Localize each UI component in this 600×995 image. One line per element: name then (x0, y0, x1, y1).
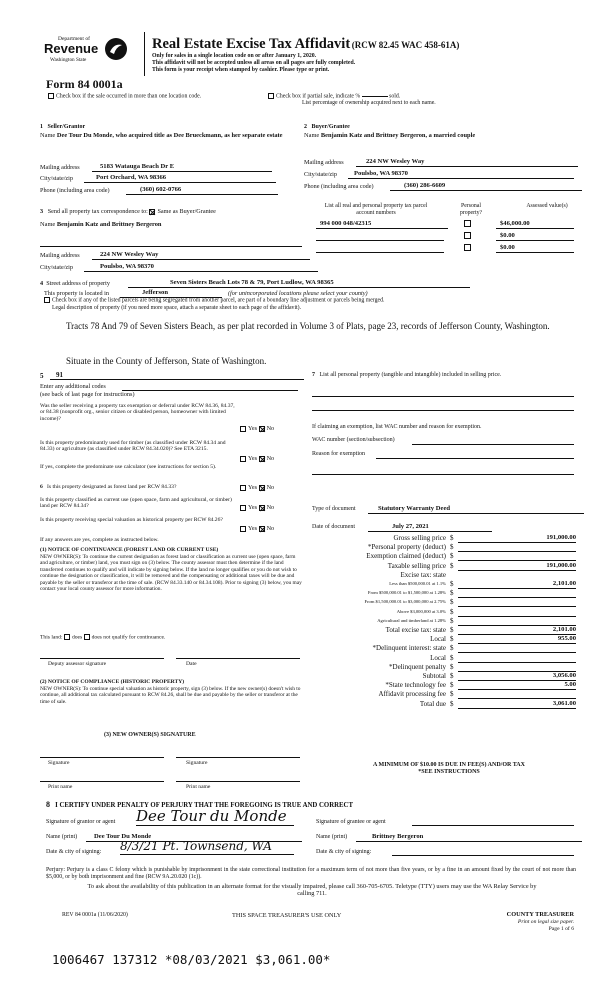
treasurer-use-only: THIS SPACE TREASURER'S USE ONLY (232, 912, 342, 919)
continuance-choice: This land: does does not qualify for continuance. (40, 634, 166, 641)
calc-value[interactable] (458, 663, 576, 672)
calc-row (318, 626, 576, 635)
grantor-date-label: Date & city of signing: (46, 849, 102, 855)
deputy-date-label: Date (186, 661, 197, 667)
calc-label: Above $3,000,000 at 3.0% (396, 608, 446, 614)
seller-city-label: City/state/zip (40, 175, 73, 182)
calc-row (318, 672, 576, 681)
new-owner-signature-1[interactable]: Signature (48, 760, 70, 766)
calc-value[interactable]: 3,056.00 (458, 672, 576, 681)
calc-value[interactable] (458, 654, 576, 663)
personal-property-checkbox[interactable] (464, 244, 471, 251)
page-number: Page 1 of 6 (548, 926, 574, 932)
buyer-phone[interactable]: (360) 286-6609 (390, 182, 582, 191)
calc-label: Local (430, 635, 446, 644)
dollar-sign: $ (450, 580, 454, 588)
new-owner-signature-2[interactable]: Signature (186, 760, 208, 766)
buyer-name[interactable]: Name Benjamin Katz and Brittney Bergeron, a married couple (304, 132, 476, 139)
calc-value[interactable]: 5.00 (458, 681, 576, 690)
legal-description[interactable]: Tracts 78 And 79 of Seven Sisters Beach, as per plat recorded in Volume 3 of Plats, page 23, records of Jefferson County, Washington. (66, 321, 550, 331)
dollar-sign: $ (450, 635, 454, 644)
availability-notice: To ask about the availability of this publication in an alternate format for the visually impaired, please call 360-705-6705. Teletype (TTY) users may use the WA Relay Service by calling 711. (87, 883, 537, 898)
recording-stamp: 1006467 137312 *08/03/2021 $3,061.00* (52, 952, 331, 967)
chk-multi-location[interactable]: Check box if the sale occurred in more than one location code. (48, 93, 201, 100)
dollar-sign: $ (450, 626, 454, 634)
new-owner-print-2[interactable]: Print name (186, 784, 211, 790)
location-code[interactable]: 91 (50, 371, 304, 380)
dollar-sign: $ (450, 644, 454, 653)
county-treasurer: COUNTY TREASURER (506, 911, 574, 918)
sec5-q1: Was the seller receiving a property tax exemption or deferral under RCW 84.36, 84.37, or 84.38 (nonprofit org., senior citizen or disabled person, homeowner with limited income)? (40, 403, 235, 422)
assessed-value[interactable]: $0.00 (496, 232, 574, 241)
calc-value[interactable] (458, 644, 576, 653)
parcel-row (316, 220, 578, 232)
dollar-sign: $ (450, 561, 454, 570)
doc-type-label: Type of document (312, 506, 356, 512)
calc-label: From $500,000.01 to $1,500,000 at 1.28% (367, 590, 446, 596)
sec6-q3-answer[interactable]: Yes No (240, 525, 274, 532)
calc-row (318, 635, 576, 644)
calc-row (318, 580, 576, 589)
dept-line3: Washington State (50, 57, 87, 63)
doc-type[interactable]: Statutory Warranty Deed (368, 505, 584, 514)
dollar-sign: $ (450, 589, 454, 598)
new-owner-print-1[interactable]: Print name (48, 784, 73, 790)
assessed-value[interactable]: $0.00 (496, 244, 574, 253)
grantee-date-city[interactable] (392, 855, 574, 856)
seller-heading: 1 Seller/Grantor (40, 124, 86, 130)
seller-city[interactable]: Port Orchard, WA 98366 (84, 174, 276, 183)
property-address[interactable]: Seven Sisters Beach Lots 78 & 79, Port Ludlow, WA 98365 (128, 279, 470, 288)
calc-row (318, 663, 576, 672)
dollar-sign: $ (450, 681, 454, 690)
notice-continuance-title: (1) NOTICE OF CONTINUANCE (FOREST LAND OR CURRENT USE) (40, 547, 219, 553)
buyer-mailing[interactable]: 224 NW Wesley Way (356, 158, 578, 167)
grantee-signature[interactable] (412, 825, 574, 826)
legal-desc-label: Legal description of property (if you need more space, attach a separate sheet to each page of the affidavit). (52, 305, 302, 311)
calc-value[interactable]: 3,061.00 (458, 700, 576, 709)
chk-segregated[interactable]: Check box if any of the listed parcels are being segregated from another parcel, are part of a boundary line adjustment or parcels being merged. (44, 297, 384, 304)
perjury-notice: Perjury: Perjury is a class C felony which is punishable by imprisonment in the state correctional institution for a maximum term of not more than five years, or by a fine in an amount fixed by the court of not more than $5,000, or by both imprisonment and fine (RCW 9A.20.020 (1c)). (46, 867, 576, 880)
sec3-mailing-label: Mailing address (40, 252, 80, 259)
assessed-value[interactable]: $46,000.00 (496, 220, 574, 229)
grantee-name-label: Name (print) (316, 834, 348, 840)
sec5-q2: Is this property predominantly used for timber (as classified under RCW 84.34 and 84.33) or agriculture (as classified under RCW 84.34.020)? See ETA 3215. (40, 440, 226, 453)
calc-row (318, 571, 576, 580)
chk-partial-sale[interactable]: Check box if partial sale, indicate % sold. (268, 93, 400, 100)
calc-row (318, 598, 576, 607)
parcel-rows (316, 220, 578, 256)
dollar-sign: $ (450, 690, 454, 699)
calc-value[interactable] (458, 617, 576, 626)
sec3-mailing[interactable]: 224 NW Wesley Way (92, 251, 310, 260)
deputy-signature-label: Deputy assessor signature (48, 661, 107, 667)
calc-label: Local (430, 653, 446, 662)
calc-label: Taxable selling price (387, 561, 446, 570)
calc-label: *Personal property (deduct) (367, 543, 446, 552)
legal-situate[interactable]: Situate in the County of Jefferson, State of Washington. (66, 356, 267, 366)
calc-value[interactable]: 191,000.00 (458, 562, 576, 571)
calc-label: Exemption claimed (deduct) (366, 552, 446, 561)
parcel-number[interactable] (316, 232, 444, 241)
minimum-fee-note: A MINIMUM OF $10.00 IS DUE IN FEE(S) AND/OR TAX (373, 762, 525, 768)
form-revision: REV 84 0001a (11/06/2020) (62, 912, 128, 918)
header-note-1: Only for sales in a single location code on or after January 1, 2020. (152, 53, 317, 59)
calc-label: Less than $500,000.01 at 1.1% (389, 581, 446, 586)
sec5-q2-answer[interactable]: Yes No (240, 455, 274, 462)
calc-label: Subtotal (422, 672, 446, 680)
grantee-print-name[interactable]: Brittney Bergeron (356, 833, 582, 842)
sec5-q1-answer[interactable]: Yes No (240, 425, 274, 432)
sec7-label: 7 List all personal property (tangible and intangible) included in selling price. (312, 372, 502, 378)
sec3-label: 3 Send all property tax correspondence to: Same as Buyer/Grantee (40, 208, 216, 215)
notice-compliance-body: NEW OWNER(S): To continue special valuation as historic property, sign (3) below. If the new owner(s) doesn't wish to continue, all additional tax calculated pursuant to RCW 84.26, shall be due and payable by the seller or transferor at the time of sale. (40, 686, 301, 705)
calc-row (318, 700, 576, 709)
dollar-sign: $ (450, 653, 454, 662)
unincorporated-note: (for unincorporated locations please select your county) (228, 290, 368, 297)
doc-date[interactable]: July 27, 2021 (368, 523, 492, 532)
buyer-city-label: City/state/zip (304, 171, 337, 178)
calc-value[interactable] (458, 690, 576, 699)
calc-row (318, 534, 576, 543)
calc-label: Agricultural and timberland at 1.28% (377, 617, 446, 623)
calc-value[interactable] (458, 598, 576, 607)
dollar-sign: $ (450, 552, 454, 561)
calc-value[interactable]: 191,000.00 (458, 534, 576, 543)
sec5-q2b: If yes, complete the predominate use calculator (see instructions for section 5). (40, 464, 217, 470)
dollar-sign: $ (450, 534, 454, 542)
calc-label: Affidavit processing fee (378, 690, 446, 699)
calc-row (318, 608, 576, 617)
parcel-header-personal: Personal property? (459, 203, 483, 216)
dollar-sign: $ (450, 672, 454, 680)
legal-paper-note: Print on legal size paper. (517, 919, 574, 925)
wac-label: WAC number (section/subsection) (312, 437, 395, 443)
calc-row (318, 644, 576, 653)
sec3-city[interactable]: Poulsbo, WA 98370 (84, 263, 318, 272)
located-county[interactable]: Jefferson (120, 289, 222, 298)
dor-logo (44, 36, 134, 70)
seller-mailing[interactable]: 5183 Watauga Beach Dr E (92, 163, 272, 172)
calc-value[interactable]: 2,101.00 (458, 626, 576, 635)
parcel-header-numbers: List all real and personal property tax parcel account numbers (324, 203, 428, 216)
see-instructions: *SEE INSTRUCTIONS (418, 769, 480, 775)
calc-value[interactable] (458, 552, 576, 561)
calc-row (318, 589, 576, 598)
wa-dor-emblem-icon (104, 37, 128, 61)
doc-date-label: Date of document (312, 524, 355, 530)
calc-label: Gross selling price (393, 534, 446, 542)
dollar-sign: $ (450, 607, 454, 616)
parcel-number[interactable] (316, 244, 444, 253)
enter-codes-label: Enter any additional codes (40, 383, 106, 390)
calc-row (318, 617, 576, 626)
sec6-ifany: If any answers are yes, complete as instructed below. (40, 537, 159, 543)
reason-label: Reason for exemption (312, 451, 365, 457)
grantor-date-city[interactable]: 8/3/21 Pt. Townsend, WA (120, 840, 294, 855)
calc-value[interactable] (458, 589, 576, 598)
calc-row (318, 690, 576, 699)
seller-name[interactable]: Name Dee Tour Du Monde, who acquired title as Dee Brueckmann, as her separate estate (40, 132, 283, 139)
form-title (152, 36, 459, 53)
dollar-sign: $ (450, 543, 454, 552)
calc-label: From $1,500,000.01 to $3,000,000 at 2.75% (364, 599, 446, 605)
calc-row (318, 654, 576, 663)
certify-statement: 8 I CERTIFY UNDER PENALTY OF PERJURY THAT THE FOREGOING IS TRUE AND CORRECT (46, 800, 353, 809)
parcel-header-assessed: Assessed value(s) (526, 203, 568, 209)
notice-continuance-body: NEW OWNER(S): To continue the current designation as forest land or classification as current use (open space, farm and agriculture, or timber) land, you must sign on (3) below. The county assessor must then determine if the land transferred continues to qualify and will indicate by signing below. If the land no longer qualifies or you do not wish to continue the designation or classification, it will be removed and the compensating or additional taxes will be due and payable by the seller or transferor at the time of sale. (RCW 84.33.140 or 84.34.108). Prior to signing (3) below, you may contact your local county assessor for more information. (40, 554, 302, 593)
does-checkbox[interactable] (64, 634, 70, 640)
calc-value[interactable]: 955.00 (458, 635, 576, 644)
seller-mailing-label: Mailing address (40, 164, 80, 171)
sec5-number: 5 (40, 372, 44, 380)
calc-value[interactable]: 2,101.00 (458, 580, 576, 589)
parcel-row (316, 244, 578, 256)
parcel-number[interactable]: 994 000 048/42315 (316, 220, 448, 229)
calc-row (318, 681, 576, 690)
sec6-q2-answer[interactable]: Yes No (240, 504, 274, 511)
grantor-signature[interactable]: Dee Tour du Monde (136, 808, 294, 826)
dollar-sign: $ (450, 699, 454, 708)
dollar-sign: $ (450, 598, 454, 607)
dept-line1: Department of (58, 36, 90, 42)
parcel-row (316, 232, 578, 244)
calc-row (318, 562, 576, 571)
calc-value[interactable] (458, 543, 576, 552)
calc-label: Total excise tax: state (385, 626, 446, 634)
dollar-sign: $ (450, 616, 454, 625)
buyer-city[interactable]: Poulsbo, WA 98370 (348, 170, 574, 179)
exemption-label: If claiming an exemption, list WAC number and reason for exemption. (312, 424, 482, 430)
dollar-sign: $ (450, 662, 454, 671)
sec6-q1: 6 Is this property designated as forest land per RCW 84.33? (40, 484, 177, 490)
located-label: This property is located in (44, 290, 109, 297)
buyer-heading: 2 Buyer/Grantee (304, 124, 350, 130)
personal-property-checkbox[interactable] (464, 232, 471, 239)
header-note-3: This form is your receipt when stamped by cashier. Please type or print. (152, 67, 330, 73)
grantee-signature-label: Signature of grantee or agent (316, 819, 386, 825)
calc-label: *Delinquent interest: state (372, 644, 446, 653)
grantor-name-label: Name (print) (46, 834, 78, 840)
calc-value[interactable] (458, 608, 576, 617)
personal-property-checkbox[interactable] (464, 220, 471, 227)
sec3-name[interactable]: Name Benjamin Katz and Brittney Bergeron (40, 221, 162, 228)
calc-row (318, 543, 576, 552)
title-cite: (RCW 82.45 WAC 458-61A) (351, 40, 460, 50)
sec6-q3: Is this property receiving special valuation as historical property per RCW 84.26? (40, 517, 223, 523)
seller-phone[interactable]: (360) 602-0766 (126, 186, 278, 195)
calc-label: *State technology fee (385, 681, 446, 690)
calc-label: Total due (419, 699, 446, 708)
buyer-mailing-label: Mailing address (304, 159, 344, 166)
calc-label: *Delinquent penalty (389, 662, 446, 671)
title-text: Real Estate Excise Tax Affidavit (152, 36, 351, 52)
sec4-address-label: 4 Street address of property (40, 280, 110, 287)
header-note-2: This affidavit will not be accepted unless all areas on all pages are fully completed. (152, 60, 356, 66)
calc-label: Excise tax: state (400, 570, 446, 579)
buyer-phone-label: Phone (including area code) (304, 183, 374, 190)
grantor-signature-label: Signature of grantor or agent (46, 819, 116, 825)
calc-row (318, 552, 576, 561)
does-not-checkbox[interactable] (84, 634, 90, 640)
list-percentage-note: List percentage of ownership acquired next to each name. (302, 100, 436, 106)
sec6-q1-answer[interactable]: Yes No (240, 484, 274, 491)
grantor-print-name[interactable]: Dee Tour Du Monde (86, 833, 302, 842)
new-owner-signature-title: (3) NEW OWNER(S) SIGNATURE (104, 732, 196, 738)
same-as-buyer-checkbox[interactable] (149, 209, 155, 215)
notice-compliance-title: (2) NOTICE OF COMPLIANCE (HISTORIC PROPERTY) (40, 679, 185, 685)
grantee-date-label: Date & city of signing: (316, 849, 372, 855)
dept-line2: Revenue (44, 41, 99, 56)
sec3-city-label: City/state/zip (40, 264, 73, 271)
see-back-note: (see back of last page for instructions) (40, 391, 135, 398)
seller-phone-label: Phone (including area code) (40, 187, 110, 194)
form-number: Form 84 0001a (46, 77, 123, 91)
sec6-q2: Is this property classified as current use (open space, farm and agricultural, or timber) land per RCW 84.34? (40, 497, 232, 510)
